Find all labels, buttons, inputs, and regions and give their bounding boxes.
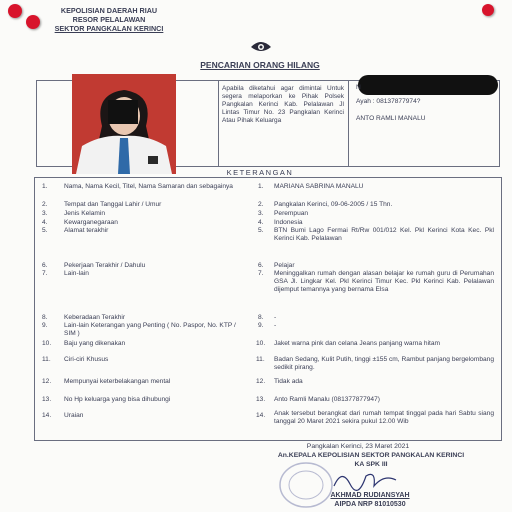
row-value: MARIANA SABRINA MANALU bbox=[274, 183, 364, 190]
contact-line-1: N bbox=[356, 84, 361, 91]
row-value: Jaket warna pink dan celana Jeans panjang warna hitam bbox=[274, 340, 441, 347]
keterangan-title: KETERANGAN bbox=[226, 168, 294, 177]
signer-name: AKHMAD RUDIANSYAH bbox=[330, 492, 410, 499]
row-number: 4. bbox=[42, 219, 48, 226]
signing-office-unit: KA SPK III bbox=[354, 461, 388, 468]
row-label: Kewarganegaraan bbox=[64, 219, 118, 226]
contact-name: ANTO RAMLI MANALU bbox=[356, 115, 426, 122]
place-date: Pangkalan Kerinci, 23 Maret 2021 bbox=[306, 443, 410, 450]
row-value: Pangkalan Kerinci, 09-06-2005 / 15 Thn. bbox=[274, 201, 393, 208]
row-value: Meninggalkan rumah dengan alasan belajar ke rumah guru di Perumahan GSA Jl. Lingkar Kel. Pkl Kerinci Timur Kec. Pkl Kerinci Kab. Pelalawan dijemput temannya yang bernama Elsa bbox=[274, 270, 494, 293]
row-colon: 12. bbox=[256, 378, 266, 385]
info-divider-2 bbox=[348, 80, 349, 166]
row-number: 9. bbox=[42, 322, 48, 329]
row-number: 14. bbox=[42, 412, 52, 419]
row-label: No Hp keluarga yang bisa dihubungi bbox=[64, 396, 171, 403]
row-value: Perempuan bbox=[274, 210, 309, 217]
appeal-text: Apabila diketahui agar dimintai Untuk segera melaporkan ke Pihak Polsek Pangkalan Kerinci Kab. Pelalawan Jl Lintas Timur No. 23 Pangkalan Kerinci Atau Pihak Keluarga bbox=[222, 85, 344, 124]
row-number: 3. bbox=[42, 210, 48, 217]
row-colon: 2. bbox=[258, 201, 264, 208]
pin-top-right bbox=[482, 4, 494, 16]
row-value: Tidak ada bbox=[274, 378, 303, 385]
row-number: 11. bbox=[42, 356, 51, 363]
pin-top-left bbox=[8, 4, 22, 18]
signer-rank: AIPDA NRP 81010530 bbox=[334, 501, 406, 508]
row-colon: 1. bbox=[258, 183, 264, 190]
row-value: BTN Bumi Lago Fermai Rt/Rw 001/012 Kel. Pkl Kerinci Kota Kec. Pkl Kerinci Kab. Pelalawan bbox=[274, 227, 494, 242]
row-value: Anto Ramli Manalu (081377877947) bbox=[274, 396, 380, 403]
row-value: Anak tersebut berangkat dari rumah tempat tinggal pada hari Sabtu siang tanggal 20 Maret 2021 sekira pukul 12.00 Wib bbox=[274, 410, 494, 425]
row-label: Keberadaan Terakhir bbox=[64, 314, 126, 321]
row-number: 13. bbox=[42, 396, 52, 403]
row-number: 10. bbox=[42, 340, 52, 347]
row-colon: 8. bbox=[258, 314, 264, 321]
police-emblem-icon bbox=[247, 38, 275, 56]
row-number: 6. bbox=[42, 262, 48, 269]
row-number: 1. bbox=[42, 183, 48, 190]
row-label: Pekerjaan Terakhir / Dahulu bbox=[64, 262, 146, 269]
row-value: Pelajar bbox=[274, 262, 295, 269]
row-number: 2. bbox=[42, 201, 48, 208]
row-value: - bbox=[274, 314, 277, 321]
row-number: 5. bbox=[42, 227, 48, 234]
agency-header bbox=[44, 6, 174, 33]
redaction-bar bbox=[358, 75, 498, 95]
row-label: Baju yang dikenakan bbox=[64, 340, 126, 347]
row-number: 7. bbox=[42, 270, 48, 277]
row-label: Lain-lain bbox=[64, 270, 89, 277]
row-value: Indonesia bbox=[274, 219, 303, 226]
row-value: Badan Sedang, Kulit Putih, tinggi ±155 cm, Rambut panjang bergelombang sedikit pirang. bbox=[274, 356, 494, 371]
row-colon: 13. bbox=[256, 396, 266, 403]
row-number: 12. bbox=[42, 378, 52, 385]
row-label: Ciri-ciri Khusus bbox=[64, 356, 109, 363]
row-label: Lain-lain Keterangan yang Penting ( No. Paspor, No. KTP / SIM ) bbox=[64, 322, 236, 337]
header-line-1: KEPOLISIAN DAERAH RIAU bbox=[60, 6, 158, 15]
row-label: Tempat dan Tanggal Lahir / Umur bbox=[64, 201, 162, 208]
pin-top-left-2 bbox=[26, 15, 40, 29]
row-colon: 11. bbox=[256, 356, 265, 363]
contact-father: Ayah : 08137877974? bbox=[356, 98, 421, 105]
missing-person-photo bbox=[72, 74, 176, 174]
row-colon: 4. bbox=[258, 219, 264, 226]
header-line-2: RESOR PELALAWAN bbox=[72, 15, 146, 24]
row-colon: 5. bbox=[258, 227, 264, 234]
row-colon: 3. bbox=[258, 210, 264, 217]
page-title: PENCARIAN ORANG HILANG bbox=[200, 60, 320, 70]
info-divider-1 bbox=[218, 80, 219, 166]
header-line-3: SEKTOR PANGKALAN KERINCI bbox=[54, 24, 164, 33]
row-label: Jenis Kelamin bbox=[64, 210, 106, 217]
row-label: Nama, Nama Kecil, Titel, Nama Samaran dan sebagainya bbox=[64, 183, 233, 190]
signature bbox=[330, 466, 400, 494]
row-value: - bbox=[274, 322, 277, 329]
row-colon: 6. bbox=[258, 262, 264, 269]
row-colon: 14. bbox=[256, 412, 266, 419]
row-colon: 10. bbox=[256, 340, 266, 347]
row-label: Mempunyai keterbelakangan mental bbox=[64, 378, 171, 385]
row-label: Uraian bbox=[64, 412, 84, 419]
row-number: 8. bbox=[42, 314, 48, 321]
signing-office: An.KEPALA KEPOLISIAN SEKTOR PANGKALAN KERINCI bbox=[277, 452, 465, 459]
row-colon: 9. bbox=[258, 322, 264, 329]
row-colon: 7. bbox=[258, 270, 264, 277]
row-label: Alamat terakhir bbox=[64, 227, 109, 234]
